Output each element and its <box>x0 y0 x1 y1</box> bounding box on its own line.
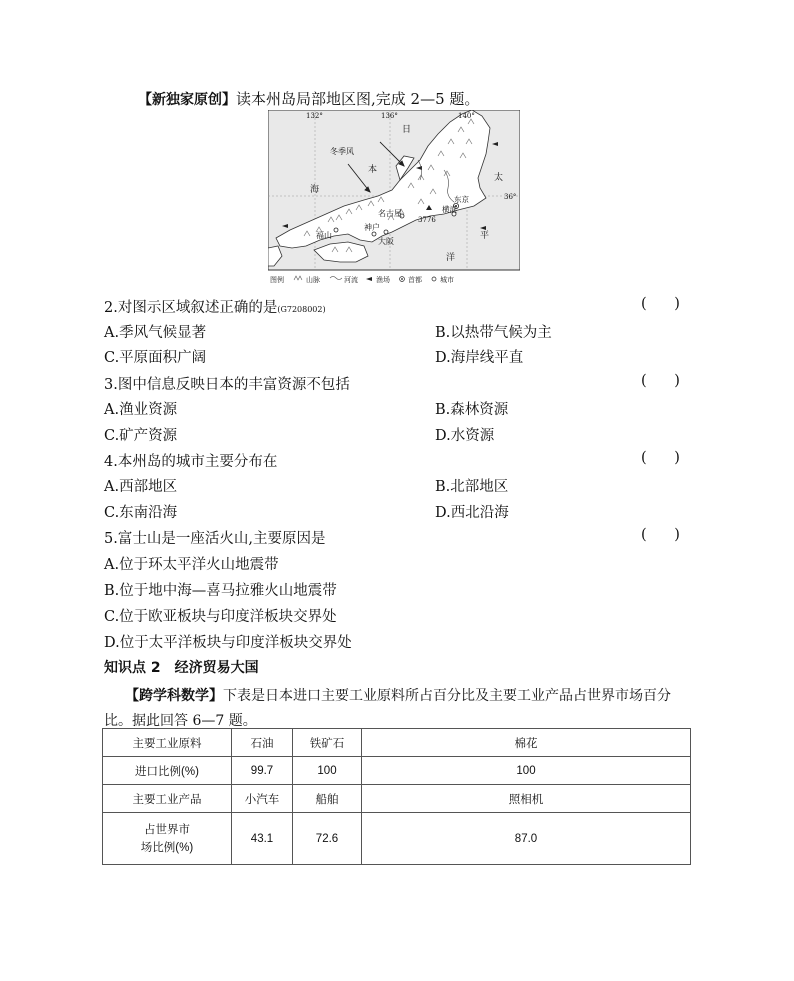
question-text: 对图示区域叙述正确的是 <box>117 300 278 316</box>
option-b: B.森林资源 <box>435 402 509 418</box>
table-cell: 100 <box>362 757 691 785</box>
city-kobe: 神户 <box>364 223 380 232</box>
lon-140: 140° <box>458 112 475 120</box>
lat-36: 36° <box>504 193 517 201</box>
option-d: D.位于太平洋板块与印度洋板块交界处 <box>104 635 352 651</box>
city-osaka: 大阪 <box>378 237 394 246</box>
answer-bracket: ( ) <box>641 450 680 466</box>
option-a: A.渔业资源 <box>104 402 178 418</box>
table-cell: 照相机 <box>362 785 691 813</box>
table-cell: 100 <box>293 757 362 785</box>
answer-bracket: ( ) <box>641 527 680 543</box>
option-a: A.季风气候显著 <box>104 325 207 341</box>
sea-label-ri: 日 <box>402 125 412 135</box>
sea-label-ping: 平 <box>480 231 490 241</box>
para-tag: 【跨学科数学】 <box>125 688 223 704</box>
table-cell: 小汽车 <box>232 785 293 813</box>
question-code: (G7208002) <box>277 305 326 314</box>
intro-line <box>138 88 479 109</box>
table-cell: 43.1 <box>232 813 293 865</box>
data-table <box>102 728 691 865</box>
table-cell: 石油 <box>232 729 293 757</box>
legend-fishery: 渔场 <box>376 276 390 284</box>
option-b: B.位于地中海—喜马拉雅火山地震带 <box>104 583 337 599</box>
lon-132: 132° <box>306 112 323 120</box>
question-text: 本州岛的城市主要分布在 <box>117 454 278 470</box>
lon-136: 136° <box>381 112 398 120</box>
sea-label-hai: 海 <box>310 185 320 195</box>
option-c: C.东南沿海 <box>104 505 178 521</box>
option-c: C.位于欧亚板块与印度洋板块交界处 <box>104 609 337 625</box>
question-4 <box>104 450 277 471</box>
question-3 <box>104 373 350 394</box>
option-c: C.矿产资源 <box>104 428 178 444</box>
city-nagoya: 名古屋 <box>378 209 402 218</box>
intro-text: 读本州岛局部地区图,完成 2—5 题。 <box>236 90 480 108</box>
question-text: 图中信息反映日本的丰富资源不包括 <box>117 377 350 393</box>
row-label-line: 场比例(%) <box>140 841 194 854</box>
legend-capital: 首都 <box>408 276 422 284</box>
answer-bracket: ( ) <box>641 373 680 389</box>
question-number: 4. <box>104 454 118 470</box>
row-label-line: 占世界市 <box>144 823 190 836</box>
table-row <box>103 729 691 757</box>
legend-river: 河流 <box>344 276 358 284</box>
winter-wind-label: 冬季风 <box>330 147 354 156</box>
legend-label: 图例 <box>270 276 284 284</box>
question-number: 5. <box>104 531 118 547</box>
table-cell: 72.6 <box>293 813 362 865</box>
table-intro <box>104 684 696 734</box>
question-5 <box>104 527 325 548</box>
option-c: C.平原面积广阔 <box>104 350 207 366</box>
question-text: 富士山是一座活火山,主要原因是 <box>117 531 326 547</box>
table-cell: 铁矿石 <box>293 729 362 757</box>
table-cell: 99.7 <box>232 757 293 785</box>
table-row <box>103 757 691 785</box>
table-row <box>103 785 691 813</box>
legend-mountain: 山脉 <box>306 276 320 284</box>
map-legend <box>270 275 454 284</box>
question-number: 2. <box>104 300 118 316</box>
sea-label-yang: 洋 <box>446 253 456 263</box>
city-tokyo: 东京 <box>454 195 469 204</box>
option-a: A.西部地区 <box>104 479 178 495</box>
question-number: 3. <box>104 377 118 393</box>
table-cell: 船舶 <box>293 785 362 813</box>
sea-label-ben: 本 <box>368 165 378 175</box>
fuji-height: 3776 <box>418 216 436 224</box>
para-text: 下表是日本进口主要工业原料所占百分比及主要工业产品占世界市场百分比。据此回答 6—7 题。 <box>104 688 671 729</box>
option-a: A.位于环太平洋火山地震带 <box>104 557 279 573</box>
option-d: D.西北沿海 <box>435 505 509 521</box>
option-b: B.以热带气候为主 <box>435 325 552 341</box>
table-cell: 87.0 <box>362 813 691 865</box>
table-cell: 主要工业产品 <box>103 785 232 813</box>
table-row <box>103 813 691 865</box>
option-b: B.北部地区 <box>435 479 509 495</box>
city-yokohama: 横滨 <box>442 205 457 214</box>
section-heading: 知识点 2 经济贸易大国 <box>104 660 259 676</box>
table-cell: 进口比例(%) <box>103 757 232 785</box>
city-fukuyama: 福山 <box>316 231 332 240</box>
option-d: D.海岸线平直 <box>435 350 524 366</box>
sea-label-tai: 太 <box>494 173 504 183</box>
table-cell: 棉花 <box>362 729 691 757</box>
option-d: D.水资源 <box>435 428 495 444</box>
answer-bracket: ( ) <box>641 296 680 312</box>
japan-map <box>268 110 520 286</box>
intro-tag: 【新独家原创】 <box>138 92 236 108</box>
table-cell <box>103 813 232 865</box>
table-cell: 主要工业原料 <box>103 729 232 757</box>
legend-city: 城市 <box>440 276 454 284</box>
question-2 <box>104 296 326 317</box>
